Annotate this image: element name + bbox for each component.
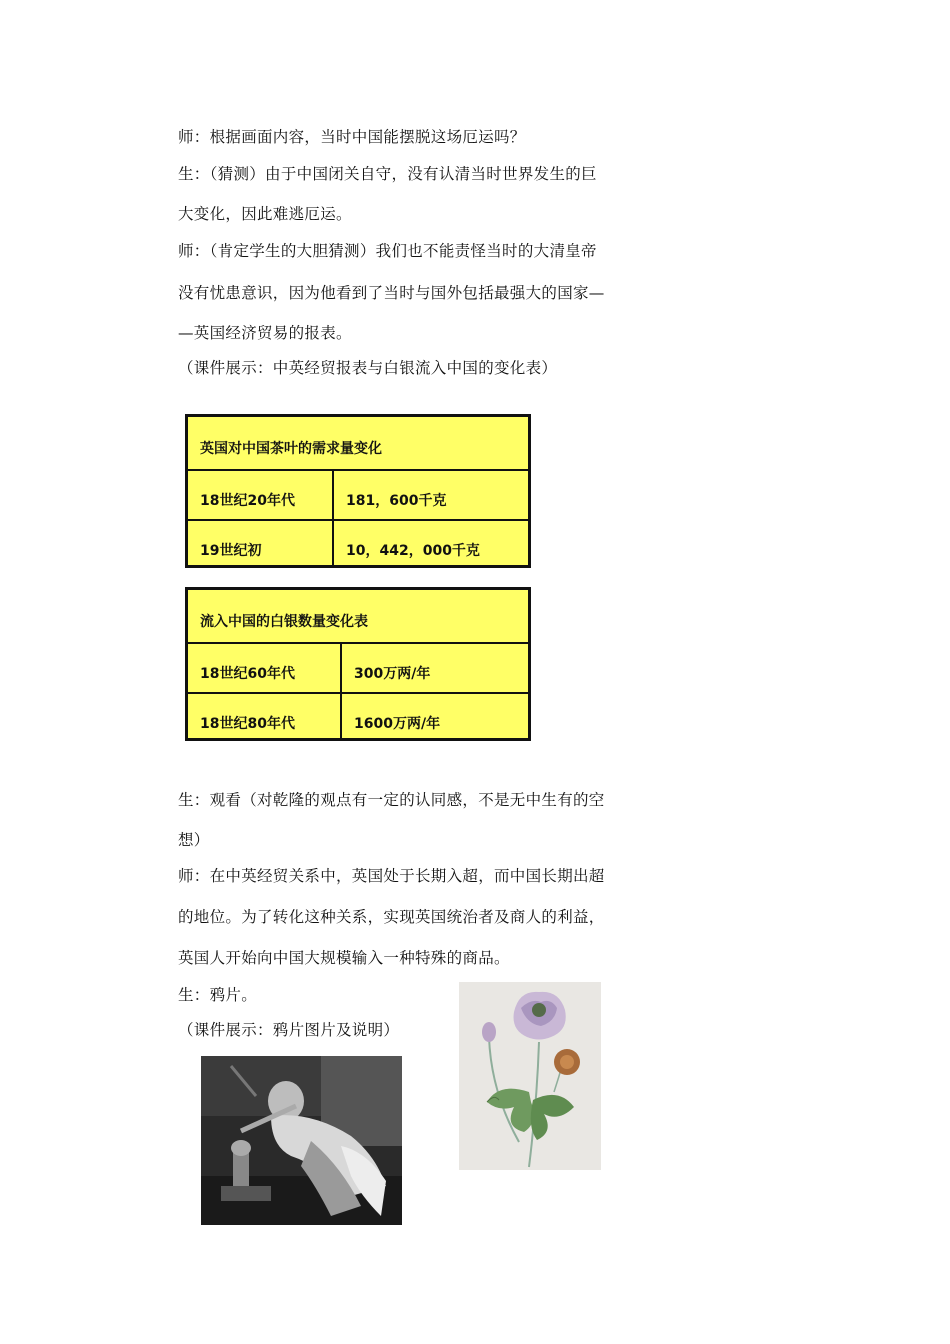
table-cell-period: 18世纪60年代: [188, 644, 342, 692]
paragraph-line: 生：观看（对乾隆的观点有一定的认同感，不是无中生有的空: [178, 791, 605, 809]
tea-demand-table: [185, 414, 531, 568]
table-title: 英国对中国茶叶的需求量变化: [200, 441, 382, 457]
paragraph-line: —英国经济贸易的报表。: [178, 324, 352, 342]
paragraph-line: 师：根据画面内容，当时中国能摆脱这场厄运吗？: [178, 128, 526, 146]
opium-smoker-photo: [201, 1056, 402, 1225]
paragraph-line: 英国人开始向中国大规模输入一种特殊的商品。: [178, 949, 510, 967]
paragraph-line: 师：（肯定学生的大胆猜测）我们也不能责怪当时的大清皇帝: [178, 242, 597, 260]
table-cell-period: 18世纪20年代: [188, 471, 334, 519]
table-cell-period: 19世纪初: [188, 521, 334, 568]
paragraph-line: （课件展示：中英经贸报表与白银流入中国的变化表）: [178, 359, 558, 377]
paragraph-line: 没有忧患意识，因为他看到了当时与国外包括最强大的国家—: [178, 284, 605, 302]
table-cell-value: 1600万两/年: [354, 715, 441, 732]
paragraph-line: 的地位。为了转化这种关系，实现英国统治者及商人的利益，: [178, 908, 605, 926]
paragraph-line: （课件展示：鸦片图片及说明）: [178, 1021, 400, 1039]
poppy-plant-illustration: [459, 982, 601, 1170]
table-cell-value: 10，442，000千克: [346, 542, 480, 559]
table-cell-period: 18世纪80年代: [188, 694, 342, 741]
paragraph-line: 生：鸦片。: [178, 986, 258, 1004]
paragraph-line: 想）: [178, 831, 210, 849]
paragraph-line: 生：（猜测）由于中国闭关自守，没有认清当时世界发生的巨: [178, 165, 597, 183]
paragraph-line: 大变化，因此难逃厄运。: [178, 205, 352, 223]
table-cell-value: 300万两/年: [354, 666, 431, 682]
table-cell-value: 181，600千克: [346, 493, 447, 509]
silver-inflow-table: [185, 587, 531, 741]
table-title: 流入中国的白银数量变化表: [200, 614, 368, 630]
paragraph-line: 师：在中英经贸关系中，英国处于长期入超，而中国长期出超: [178, 867, 605, 885]
